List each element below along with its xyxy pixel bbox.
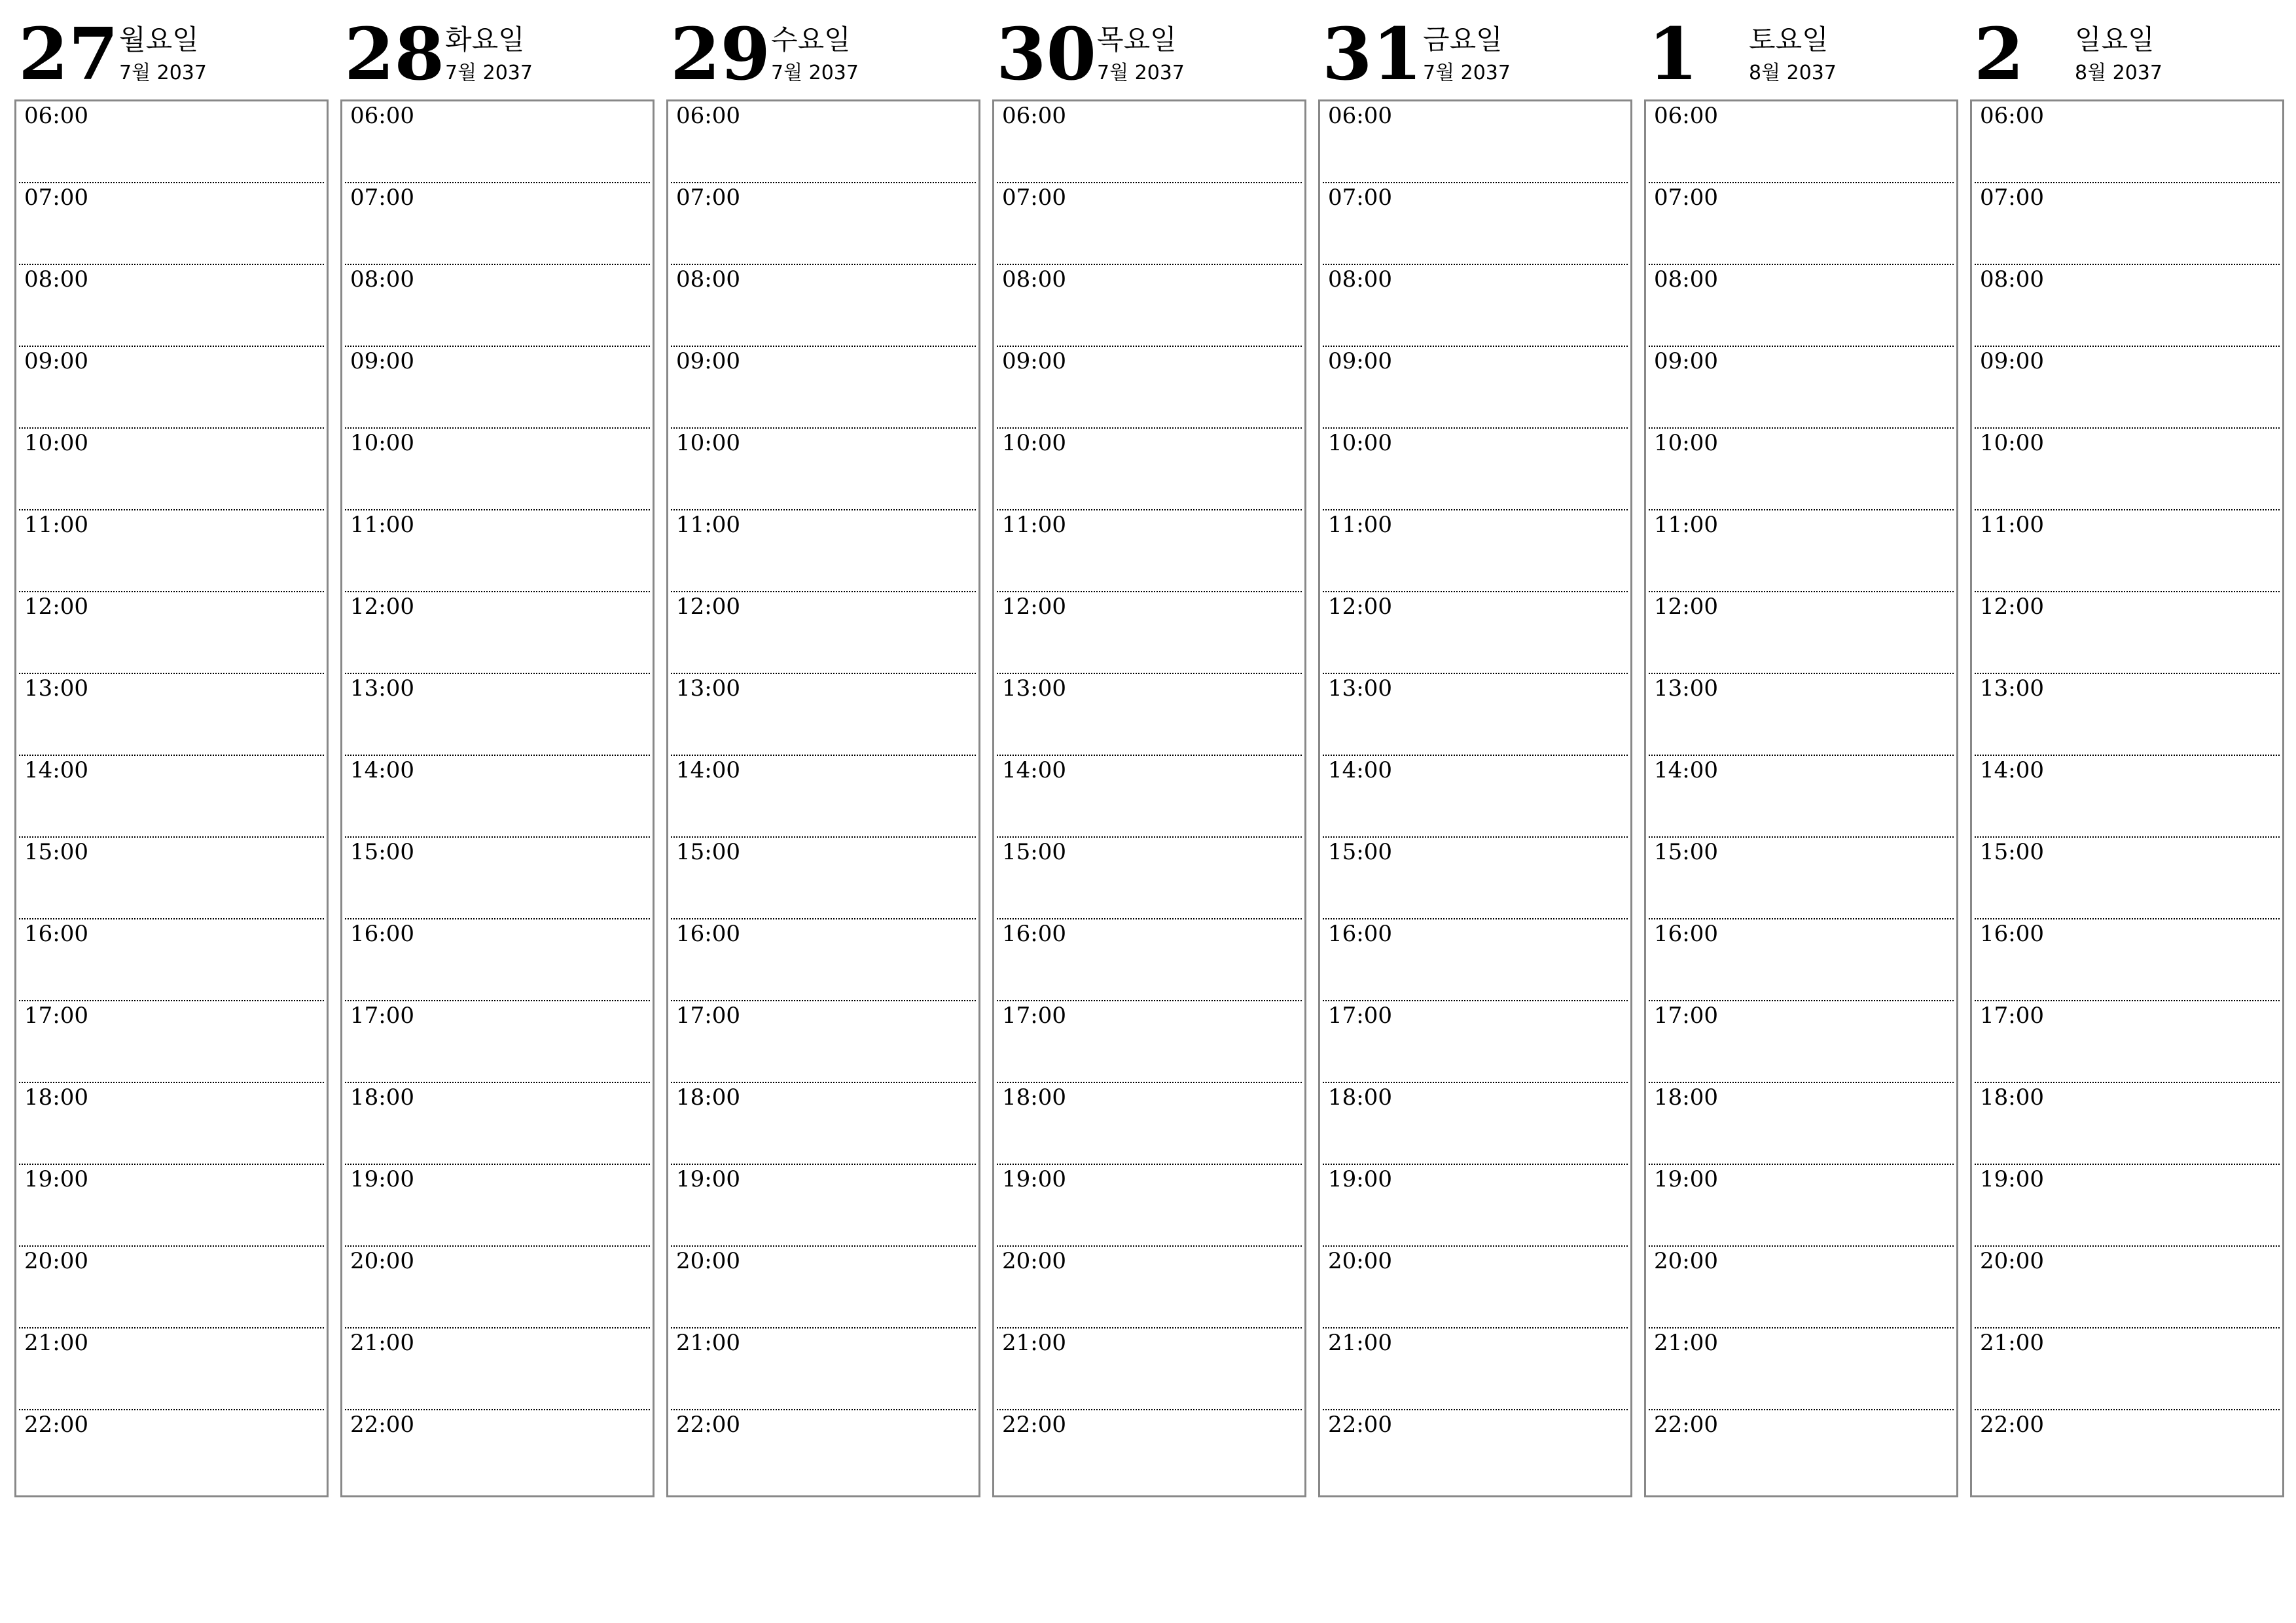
time-slot[interactable]: [345, 838, 650, 919]
time-slot[interactable]: [671, 1165, 976, 1247]
time-label: 11:00: [1002, 512, 1066, 538]
time-label: 22:00: [1654, 1412, 1718, 1438]
time-label: 21:00: [1002, 1330, 1066, 1356]
time-label: 18:00: [1980, 1084, 2044, 1111]
time-slot[interactable]: [671, 429, 976, 510]
time-slot[interactable]: [1975, 756, 2280, 838]
day-column: [666, 0, 980, 1499]
time-slot[interactable]: [1975, 919, 2280, 1001]
time-slot[interactable]: [19, 756, 324, 838]
month-year-label: 8월 2037: [2075, 62, 2162, 84]
day-schedule-box: [666, 99, 980, 1497]
time-label: 21:00: [24, 1330, 88, 1356]
time-label: 07:00: [1002, 185, 1066, 211]
time-label: 17:00: [24, 1003, 88, 1029]
time-slot[interactable]: [345, 1247, 650, 1329]
day-header: [1644, 0, 1958, 98]
time-slot[interactable]: [1323, 1329, 1628, 1410]
time-label: 06:00: [676, 103, 740, 129]
time-label: 07:00: [350, 185, 414, 211]
time-slot[interactable]: [19, 1165, 324, 1247]
time-label: 22:00: [1328, 1412, 1392, 1438]
time-label: 16:00: [1980, 921, 2044, 947]
time-slot[interactable]: [1323, 183, 1628, 265]
weekday-label: 토요일: [1749, 24, 1829, 56]
time-slot[interactable]: [997, 101, 1302, 183]
time-label: 14:00: [1002, 757, 1066, 783]
time-label: 15:00: [1002, 839, 1066, 865]
time-label: 10:00: [676, 430, 740, 456]
time-label: 10:00: [1328, 430, 1392, 456]
time-slot[interactable]: [1975, 1001, 2280, 1083]
time-label: 17:00: [1654, 1003, 1718, 1029]
time-label: 20:00: [676, 1248, 740, 1274]
time-slot[interactable]: [19, 1001, 324, 1083]
time-slot[interactable]: [345, 347, 650, 429]
time-label: 22:00: [24, 1412, 88, 1438]
time-label: 18:00: [350, 1084, 414, 1111]
time-slot[interactable]: [997, 1410, 1302, 1492]
time-slot[interactable]: [345, 1329, 650, 1410]
time-label: 20:00: [1328, 1248, 1392, 1274]
time-slot[interactable]: [345, 183, 650, 265]
time-slot[interactable]: [671, 183, 976, 265]
time-slot[interactable]: [1975, 183, 2280, 265]
time-slot[interactable]: [1649, 1329, 1954, 1410]
time-slot[interactable]: [1975, 1329, 2280, 1410]
time-slot[interactable]: [1975, 1083, 2280, 1165]
time-slot[interactable]: [345, 1165, 650, 1247]
time-slot[interactable]: [1323, 347, 1628, 429]
day-header: [992, 0, 1306, 98]
time-slot[interactable]: [1323, 1001, 1628, 1083]
time-slot[interactable]: [671, 592, 976, 674]
time-slot[interactable]: [1975, 1165, 2280, 1247]
day-column: [1318, 0, 1632, 1499]
time-slot[interactable]: [1975, 429, 2280, 510]
time-label: 12:00: [676, 594, 740, 620]
time-label: 18:00: [24, 1084, 88, 1111]
day-number: 2: [1974, 12, 2024, 96]
time-label: 19:00: [1654, 1166, 1718, 1192]
time-label: 17:00: [1980, 1003, 2044, 1029]
time-slot[interactable]: [997, 429, 1302, 510]
time-label: 12:00: [350, 594, 414, 620]
day-header: [1318, 0, 1632, 98]
time-label: 11:00: [350, 512, 414, 538]
time-slot[interactable]: [1975, 347, 2280, 429]
time-slot[interactable]: [997, 1329, 1302, 1410]
time-label: 12:00: [24, 594, 88, 620]
time-slot[interactable]: [1323, 101, 1628, 183]
time-slot[interactable]: [345, 756, 650, 838]
time-label: 18:00: [676, 1084, 740, 1111]
time-slot[interactable]: [19, 429, 324, 510]
time-slot[interactable]: [1975, 674, 2280, 756]
time-label: 19:00: [350, 1166, 414, 1192]
day-number: 31: [1322, 12, 1423, 96]
day-schedule-box: [992, 99, 1306, 1497]
time-slot[interactable]: [345, 674, 650, 756]
day-header: [666, 0, 980, 98]
time-slot[interactable]: [19, 183, 324, 265]
time-slot[interactable]: [345, 101, 650, 183]
time-slot[interactable]: [997, 1165, 1302, 1247]
time-label: 16:00: [350, 921, 414, 947]
time-slot[interactable]: [1649, 592, 1954, 674]
month-year-label: 7월 2037: [119, 62, 207, 84]
time-slot[interactable]: [19, 1083, 324, 1165]
time-slot[interactable]: [345, 1083, 650, 1165]
time-slot[interactable]: [997, 265, 1302, 347]
time-label: 06:00: [24, 103, 88, 129]
time-slot[interactable]: [1975, 510, 2280, 592]
time-slot[interactable]: [1649, 1083, 1954, 1165]
time-label: 14:00: [24, 757, 88, 783]
time-label: 13:00: [1002, 675, 1066, 702]
time-slot[interactable]: [345, 592, 650, 674]
time-label: 20:00: [24, 1248, 88, 1274]
time-label: 08:00: [24, 266, 88, 293]
day-number: 30: [996, 12, 1097, 96]
day-column: [340, 0, 655, 1499]
time-slot[interactable]: [997, 1247, 1302, 1329]
time-label: 19:00: [24, 1166, 88, 1192]
time-label: 10:00: [24, 430, 88, 456]
time-label: 08:00: [350, 266, 414, 293]
time-slot[interactable]: [19, 265, 324, 347]
time-slot[interactable]: [1323, 429, 1628, 510]
time-slot[interactable]: [1649, 1001, 1954, 1083]
time-label: 06:00: [1654, 103, 1718, 129]
time-slot[interactable]: [1649, 101, 1954, 183]
time-label: 07:00: [676, 185, 740, 211]
day-number: 27: [18, 12, 119, 96]
time-slot[interactable]: [345, 265, 650, 347]
time-slot[interactable]: [1649, 183, 1954, 265]
time-label: 09:00: [1654, 348, 1718, 374]
day-schedule-box: [1644, 99, 1958, 1497]
time-label: 15:00: [1980, 839, 2044, 865]
time-slot[interactable]: [345, 1001, 650, 1083]
time-label: 15:00: [350, 839, 414, 865]
time-slot[interactable]: [1649, 756, 1954, 838]
time-label: 11:00: [1328, 512, 1392, 538]
time-label: 19:00: [1328, 1166, 1392, 1192]
time-label: 20:00: [350, 1248, 414, 1274]
time-slot[interactable]: [345, 510, 650, 592]
time-label: 19:00: [676, 1166, 740, 1192]
time-slot[interactable]: [671, 1329, 976, 1410]
time-label: 16:00: [676, 921, 740, 947]
time-slot[interactable]: [1649, 265, 1954, 347]
time-label: 16:00: [1654, 921, 1718, 947]
time-slot[interactable]: [1649, 429, 1954, 510]
day-column: [14, 0, 329, 1499]
time-label: 22:00: [1002, 1412, 1066, 1438]
time-label: 11:00: [676, 512, 740, 538]
time-label: 09:00: [1002, 348, 1066, 374]
time-slot[interactable]: [1323, 838, 1628, 919]
time-slot[interactable]: [19, 101, 324, 183]
time-label: 10:00: [1002, 430, 1066, 456]
weekday-label: 월요일: [119, 24, 199, 56]
time-label: 09:00: [24, 348, 88, 374]
time-label: 10:00: [1980, 430, 2044, 456]
time-slot[interactable]: [671, 838, 976, 919]
day-schedule-box: [14, 99, 329, 1497]
day-schedule-box: [1970, 99, 2284, 1497]
time-slot[interactable]: [1323, 1165, 1628, 1247]
time-label: 13:00: [1654, 675, 1718, 702]
time-label: 17:00: [676, 1003, 740, 1029]
time-label: 21:00: [1654, 1330, 1718, 1356]
time-label: 12:00: [1328, 594, 1392, 620]
time-slot[interactable]: [997, 674, 1302, 756]
day-number: 28: [344, 12, 445, 96]
time-slot[interactable]: [1649, 1410, 1954, 1492]
time-label: 22:00: [1980, 1412, 2044, 1438]
time-label: 11:00: [24, 512, 88, 538]
time-label: 14:00: [1328, 757, 1392, 783]
time-label: 06:00: [1328, 103, 1392, 129]
time-slot[interactable]: [997, 838, 1302, 919]
time-label: 15:00: [1654, 839, 1718, 865]
time-slot[interactable]: [671, 101, 976, 183]
time-label: 06:00: [1002, 103, 1066, 129]
time-slot[interactable]: [671, 510, 976, 592]
day-schedule-box: [1318, 99, 1632, 1497]
time-slot[interactable]: [19, 510, 324, 592]
time-slot[interactable]: [1323, 919, 1628, 1001]
time-label: 22:00: [676, 1412, 740, 1438]
time-slot[interactable]: [19, 838, 324, 919]
time-slot[interactable]: [19, 347, 324, 429]
time-slot[interactable]: [671, 674, 976, 756]
time-label: 11:00: [1654, 512, 1718, 538]
time-slot[interactable]: [1649, 510, 1954, 592]
time-slot[interactable]: [997, 756, 1302, 838]
time-label: 06:00: [350, 103, 414, 129]
time-slot[interactable]: [345, 919, 650, 1001]
time-slot[interactable]: [997, 592, 1302, 674]
time-label: 09:00: [1980, 348, 2044, 374]
time-label: 20:00: [1980, 1248, 2044, 1274]
time-label: 13:00: [1980, 675, 2044, 702]
weekday-label: 화요일: [445, 24, 525, 56]
time-label: 14:00: [1980, 757, 2044, 783]
time-label: 20:00: [1002, 1248, 1066, 1274]
time-label: 15:00: [676, 839, 740, 865]
time-slot[interactable]: [1975, 592, 2280, 674]
time-slot[interactable]: [671, 756, 976, 838]
time-slot[interactable]: [671, 265, 976, 347]
time-slot[interactable]: [345, 429, 650, 510]
time-label: 10:00: [1654, 430, 1718, 456]
time-label: 21:00: [1980, 1330, 2044, 1356]
time-label: 13:00: [1328, 675, 1392, 702]
time-slot[interactable]: [1975, 1410, 2280, 1492]
weekday-label: 금요일: [1423, 24, 1503, 56]
time-label: 21:00: [676, 1330, 740, 1356]
time-label: 22:00: [350, 1412, 414, 1438]
day-header: [14, 0, 329, 98]
month-year-label: 7월 2037: [445, 62, 533, 84]
weekday-label: 수요일: [771, 24, 851, 56]
time-slot[interactable]: [1649, 674, 1954, 756]
time-label: 19:00: [1002, 1166, 1066, 1192]
time-slot[interactable]: [671, 1083, 976, 1165]
time-slot[interactable]: [1649, 919, 1954, 1001]
time-slot[interactable]: [1323, 1083, 1628, 1165]
time-slot[interactable]: [1975, 101, 2280, 183]
time-slot[interactable]: [997, 347, 1302, 429]
time-slot[interactable]: [19, 1329, 324, 1410]
time-label: 07:00: [1980, 185, 2044, 211]
time-slot[interactable]: [1649, 1247, 1954, 1329]
time-label: 14:00: [1654, 757, 1718, 783]
time-label: 13:00: [24, 675, 88, 702]
time-slot[interactable]: [1975, 1247, 2280, 1329]
time-label: 07:00: [1654, 185, 1718, 211]
time-slot[interactable]: [1323, 674, 1628, 756]
day-column: [1644, 0, 1958, 1499]
time-label: 14:00: [676, 757, 740, 783]
day-number: 1: [1648, 12, 1698, 96]
month-year-label: 7월 2037: [771, 62, 859, 84]
time-label: 08:00: [1328, 266, 1392, 293]
time-label: 17:00: [1328, 1003, 1392, 1029]
time-label: 17:00: [350, 1003, 414, 1029]
time-slot[interactable]: [997, 183, 1302, 265]
time-label: 21:00: [350, 1330, 414, 1356]
time-slot[interactable]: [19, 1410, 324, 1492]
time-label: 20:00: [1654, 1248, 1718, 1274]
time-label: 07:00: [1328, 185, 1392, 211]
time-slot[interactable]: [19, 592, 324, 674]
time-label: 21:00: [1328, 1330, 1392, 1356]
time-slot[interactable]: [997, 1001, 1302, 1083]
time-slot[interactable]: [1323, 510, 1628, 592]
time-label: 12:00: [1654, 594, 1718, 620]
time-slot[interactable]: [1323, 756, 1628, 838]
day-header: [340, 0, 655, 98]
time-label: 15:00: [24, 839, 88, 865]
day-column: [1970, 0, 2284, 1499]
time-label: 16:00: [1002, 921, 1066, 947]
time-slot[interactable]: [1649, 1165, 1954, 1247]
time-slot[interactable]: [1649, 838, 1954, 919]
time-slot[interactable]: [1649, 347, 1954, 429]
month-year-label: 7월 2037: [1423, 62, 1511, 84]
time-slot[interactable]: [997, 919, 1302, 1001]
time-label: 18:00: [1328, 1084, 1392, 1111]
time-label: 19:00: [1980, 1166, 2044, 1192]
time-slot[interactable]: [671, 1001, 976, 1083]
time-slot[interactable]: [997, 510, 1302, 592]
month-year-label: 7월 2037: [1097, 62, 1185, 84]
day-column: [992, 0, 1306, 1499]
time-label: 09:00: [1328, 348, 1392, 374]
time-label: 09:00: [350, 348, 414, 374]
time-label: 08:00: [1980, 266, 2044, 293]
time-slot[interactable]: [671, 919, 976, 1001]
time-label: 17:00: [1002, 1003, 1066, 1029]
time-slot[interactable]: [671, 347, 976, 429]
time-label: 09:00: [676, 348, 740, 374]
time-label: 08:00: [1654, 266, 1718, 293]
time-label: 16:00: [24, 921, 88, 947]
time-label: 11:00: [1980, 512, 2044, 538]
day-header: [1970, 0, 2284, 98]
time-slot[interactable]: [1323, 592, 1628, 674]
weekday-label: 목요일: [1097, 24, 1177, 56]
time-label: 13:00: [676, 675, 740, 702]
time-slot[interactable]: [1975, 838, 2280, 919]
day-number: 29: [670, 12, 771, 96]
time-label: 10:00: [350, 430, 414, 456]
time-slot[interactable]: [1323, 1410, 1628, 1492]
time-slot[interactable]: [671, 1247, 976, 1329]
time-label: 08:00: [676, 266, 740, 293]
time-slot[interactable]: [19, 1247, 324, 1329]
time-label: 08:00: [1002, 266, 1066, 293]
time-label: 16:00: [1328, 921, 1392, 947]
time-label: 06:00: [1980, 103, 2044, 129]
time-slot[interactable]: [997, 1083, 1302, 1165]
time-label: 07:00: [24, 185, 88, 211]
time-label: 12:00: [1002, 594, 1066, 620]
time-label: 13:00: [350, 675, 414, 702]
day-schedule-box: [340, 99, 655, 1497]
time-slot[interactable]: [1975, 265, 2280, 347]
time-slot[interactable]: [1323, 265, 1628, 347]
time-slot[interactable]: [19, 919, 324, 1001]
month-year-label: 8월 2037: [1749, 62, 1837, 84]
time-slot[interactable]: [19, 674, 324, 756]
time-slot[interactable]: [671, 1410, 976, 1492]
time-label: 18:00: [1654, 1084, 1718, 1111]
time-label: 12:00: [1980, 594, 2044, 620]
time-slot[interactable]: [1323, 1247, 1628, 1329]
time-slot[interactable]: [345, 1410, 650, 1492]
time-label: 14:00: [350, 757, 414, 783]
time-label: 15:00: [1328, 839, 1392, 865]
time-label: 18:00: [1002, 1084, 1066, 1111]
weekday-label: 일요일: [2075, 24, 2155, 56]
